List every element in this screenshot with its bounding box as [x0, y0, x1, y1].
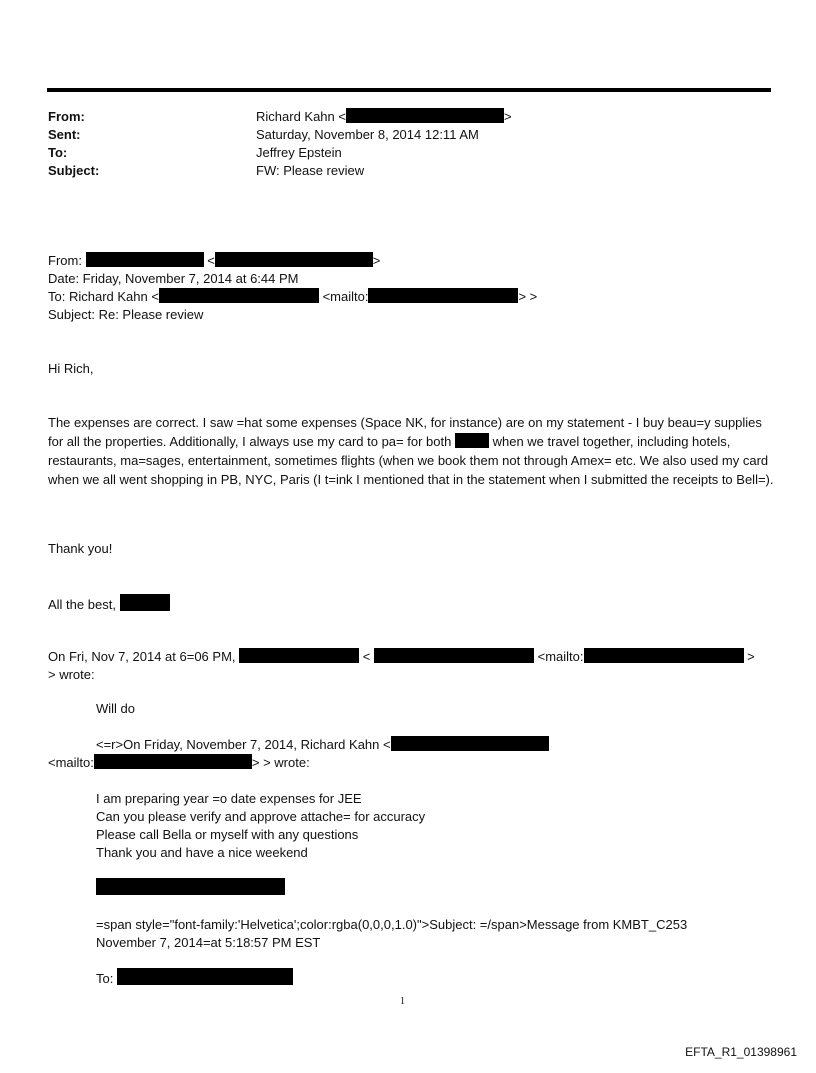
expenses-paragraph: The expenses are correct. I saw =hat some expenses (Space NK, for instance) are on my statement - I buy beau=y supplies for all the properties. Additionally, I always use my card to pa= for both when we travel together, including hotels, restaurants, ma=sages, entertainment, sometimes flights (when we book them not through Amex= etc. We also used my card when we all went shopping in PB, NYC, Paris (I t=ink I mentioned that in the statement when I submitted the receipts to Bell=). [48, 415, 774, 487]
thanks-line: Thank you! [48, 541, 113, 556]
greeting: Hi Rich, [48, 361, 94, 376]
quote2-line: Thank you and have a nice weekend [96, 845, 308, 860]
fwd-date-line: Date: Friday, November 7, 2014 at 6:44 PM [48, 271, 299, 286]
fwd-from-line: From: < > [48, 253, 381, 268]
redaction-box [96, 878, 285, 895]
to-value: Jeffrey Epstein [256, 145, 342, 160]
header-rule [47, 88, 771, 92]
bates-number: EFTA_R1_01398961 [685, 1045, 797, 1059]
quote1-wrote: > wrote: [48, 667, 95, 682]
email-header [48, 108, 748, 183]
quote2-to-line: To: [96, 968, 293, 988]
fwd-to-line: To: Richard Kahn < <mailto: > > [48, 289, 538, 304]
quote2-span-line: =span style="font-family:'Helvetica';color:rgba(0,0,0,1.0)">Subject: =/span>Message from KMBT_C253 [96, 917, 688, 932]
fwd-subject-line: Subject: Re: Please review [48, 307, 204, 322]
redaction-box [117, 968, 293, 985]
signoff-line: All the best, [48, 594, 170, 614]
quote2-line: Please call Bella or myself with any questions [96, 827, 359, 842]
redaction-box [120, 594, 170, 611]
redaction-box [455, 433, 489, 448]
subject-value: FW: Please review [256, 163, 365, 178]
quote1-intro: On Fri, Nov 7, 2014 at 6=06 PM, < <mailto: > [48, 649, 755, 664]
quote1-text: Will do [96, 701, 136, 716]
redaction-box [94, 754, 252, 769]
to-label: To: [48, 145, 68, 160]
subject-label: Subject: [48, 163, 100, 178]
redaction-box [368, 288, 518, 303]
from-label: From: [48, 109, 85, 124]
redaction-box [215, 252, 373, 267]
redaction-box [584, 648, 744, 663]
sent-value: Saturday, November 8, 2014 12:11 AM [256, 127, 479, 142]
redaction-box [86, 252, 204, 267]
quote2-line: Can you please verify and approve attache= for accuracy [96, 809, 426, 824]
redaction-box [159, 288, 319, 303]
from-value: Richard Kahn < > [256, 109, 512, 124]
redaction-box [239, 648, 359, 663]
quote2-date-line: November 7, 2014=at 5:18:57 PM EST [96, 935, 321, 950]
redaction-box [391, 736, 549, 751]
sent-label: Sent: [48, 127, 81, 142]
quote2-intro: <=r>On Friday, November 7, 2014, Richard Kahn < [96, 736, 549, 754]
page-number: 1 [400, 996, 405, 1007]
redaction-box [346, 108, 504, 123]
quote2-line: I am preparing year =o date expenses for JEE [96, 791, 362, 806]
redaction-box [374, 648, 534, 663]
quote2-mailto-line: <mailto: > > wrote: [48, 755, 310, 770]
